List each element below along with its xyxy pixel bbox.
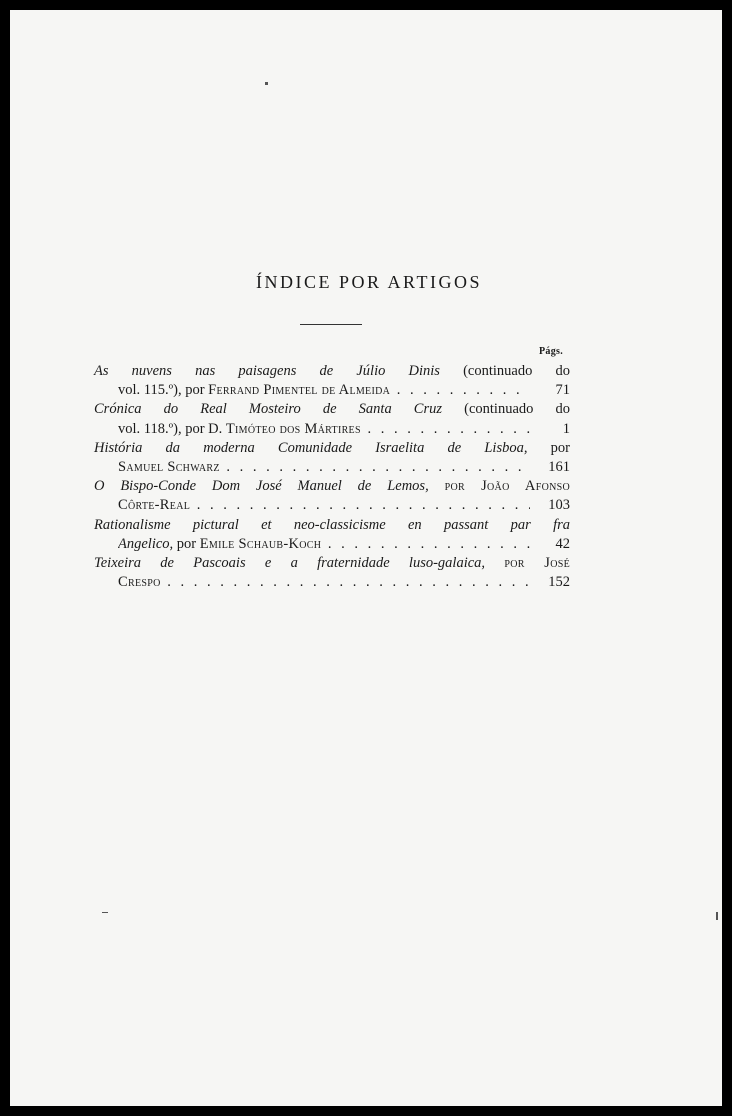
entry-title-suffix: por José [504,554,570,571]
entry-leader [118,535,530,554]
entry-leader [118,458,530,477]
entry-page-number: 42 [555,535,570,552]
entry-title-suffix: (continuado do [464,401,571,418]
toc-entry [94,439,570,477]
page [10,10,722,1106]
entry-page-number: 71 [555,382,570,399]
entry-author-line [94,573,570,592]
entry-title-suffix: por João Afonso [444,478,570,495]
entry-author: Ferrand Pimentel de Almeida [208,382,391,399]
entry-cont-prefix: vol. 118.º), por D. [118,420,226,437]
entry-author-line [94,381,570,400]
entry-title-line [94,362,570,381]
table-of-contents [94,362,570,592]
page-title: ÍNDICE POR ARTIGOS [256,272,482,292]
entry-leader [118,381,530,400]
entry-title-line [94,516,570,535]
entry-author: Emile Schaub-Koch [199,535,322,552]
entry-title-continued: Angelico, [118,535,174,552]
entry-author-line [94,535,570,554]
entry-author-line [94,420,570,439]
entry-page-number: 152 [548,574,570,591]
entry-author: Samuel Schwarz [118,458,220,475]
toc-entry [94,554,570,592]
entry-cont-prefix: vol. 115.º), por [118,382,209,399]
entry-leader [118,496,530,515]
entry-title-suffix: por [550,439,571,456]
entry-leader [118,573,530,592]
entry-title-suffix: (continuado do [463,363,570,379]
entry-title: As nuvens nas paisagens de Júlio Dinis [94,363,440,379]
entry-title: Crónica do Real Mosteiro de Santa Cruz [94,401,443,418]
entry-title: Teixeira de Pascoais e a fraternidade luso-galaica, [94,554,486,571]
entry-title-line [94,477,570,496]
entry-title: Rationalisme pictural et neo-classicisme en passant par fra [94,516,570,533]
entry-title: O Bispo-Conde Dom José Manuel de Lemos, [94,478,429,495]
entry-title-line [94,439,570,458]
entry-title: História da moderna Comunidade Israelita de Lisboa, [94,439,528,456]
entry-author: Crespo [118,574,161,591]
entry-page-number: 1 [562,420,570,437]
ink-speck [716,912,718,920]
ink-speck [265,82,268,85]
title-rule [300,324,362,325]
entry-author: Côrte-Real [118,497,191,514]
entry-author-line [94,496,570,515]
entry-author: Timóteo dos Mártires [225,420,361,437]
toc-entry [94,400,570,438]
pages-column-header: Págs. [539,346,563,357]
toc-entry [94,362,570,400]
entry-leader [118,420,530,439]
toc-entry [94,516,570,554]
toc-entry [94,477,570,515]
entry-title-line [94,400,570,419]
entry-page-number: 103 [548,497,570,514]
entry-title-line [94,554,570,573]
entry-author-line [94,458,570,477]
entry-cont-prefix: por [173,535,200,552]
entry-page-number: 161 [548,458,570,475]
ink-speck [102,912,108,913]
